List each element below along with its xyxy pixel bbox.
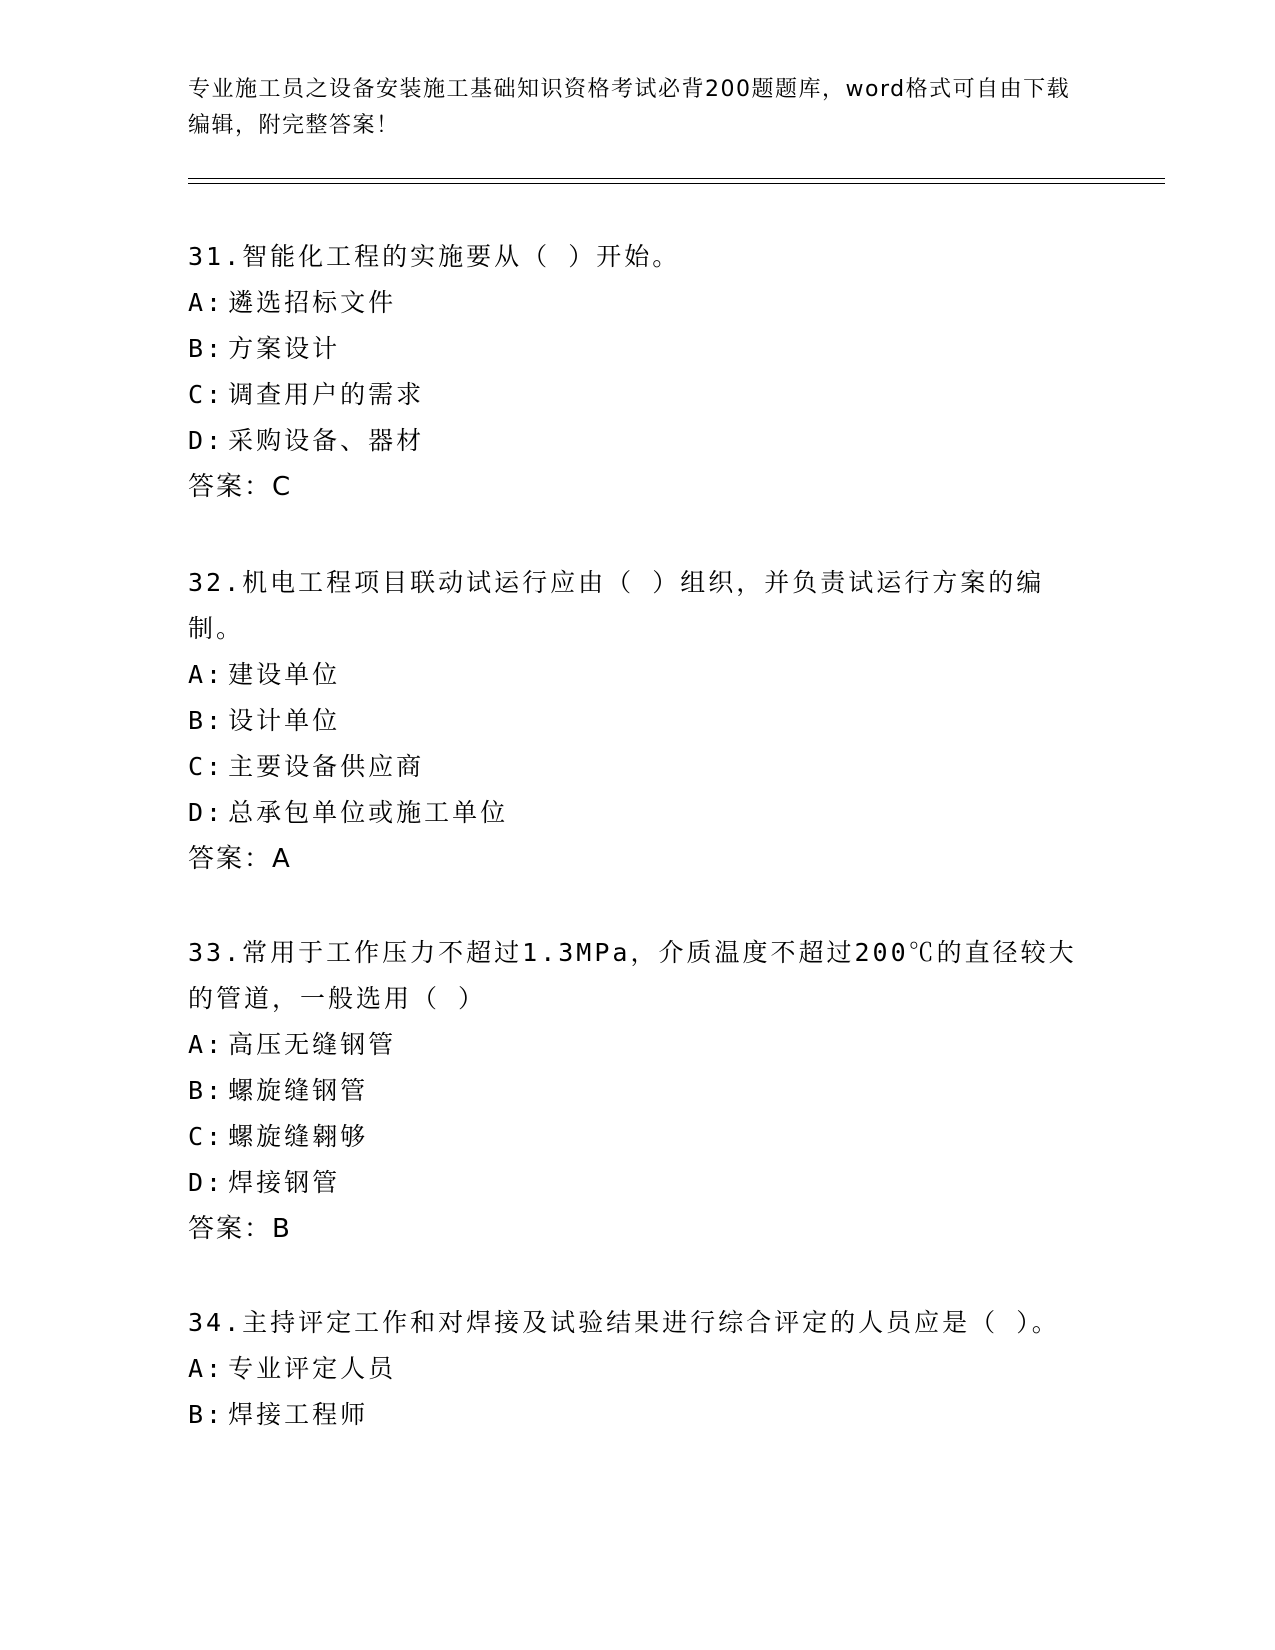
option-label: A:	[188, 1030, 225, 1059]
header-divider-top	[188, 178, 1165, 179]
option-text: 方案设计	[228, 334, 341, 363]
option-a	[188, 652, 1088, 698]
answer-line: 答案：A	[188, 844, 292, 874]
option-text: 高压无缝钢管	[228, 1030, 397, 1059]
option-c	[188, 744, 1088, 790]
question-block	[188, 1300, 1088, 1438]
document-title: 专业施工员之设备安装施工基础知识资格考试必背200题题库，word格式可自由下载编辑，附完整答案！	[188, 77, 1071, 138]
option-label: B:	[188, 706, 225, 735]
option-b	[188, 1068, 1088, 1114]
question-block	[188, 560, 1088, 882]
header-divider-bottom	[188, 183, 1165, 184]
question-block	[188, 930, 1088, 1252]
option-text: 螺旋缝翱够	[228, 1122, 369, 1151]
option-label: D:	[188, 426, 225, 455]
option-label: B:	[188, 1400, 225, 1429]
option-text: 焊接钢管	[228, 1168, 341, 1197]
option-label: A:	[188, 1354, 225, 1383]
question-stem: 31.智能化工程的实施要从（ ）开始。	[188, 242, 681, 271]
option-label: B:	[188, 334, 225, 363]
option-d	[188, 790, 1088, 836]
question-block	[188, 234, 1088, 510]
option-label: D:	[188, 1168, 225, 1197]
option-text: 主要设备供应商	[228, 752, 425, 781]
option-a	[188, 1022, 1088, 1068]
option-c	[188, 1114, 1088, 1160]
option-text: 总承包单位或施工单位	[228, 798, 509, 827]
answer-line: 答案：B	[188, 1214, 292, 1244]
option-label: C:	[188, 380, 225, 409]
option-d	[188, 1160, 1088, 1206]
option-b	[188, 326, 1088, 372]
option-text: 设计单位	[228, 706, 341, 735]
option-d	[188, 418, 1088, 464]
option-label: B:	[188, 1076, 225, 1105]
option-b	[188, 698, 1088, 744]
question-stem: 32.机电工程项目联动试运行应由（ ）组织，并负责试运行方案的编制。	[188, 568, 1045, 643]
option-text: 遴选招标文件	[228, 288, 397, 317]
option-label: C:	[188, 752, 225, 781]
option-text: 焊接工程师	[228, 1400, 369, 1429]
option-b	[188, 1392, 1088, 1438]
question-stem: 33.常用于工作压力不超过1.3MPa，介质温度不超过200℃的直径较大的管道，一般选用（ ）	[188, 938, 1077, 1013]
document-header	[188, 72, 1088, 144]
option-text: 调查用户的需求	[228, 380, 425, 409]
option-label: A:	[188, 660, 225, 689]
option-a	[188, 280, 1088, 326]
option-label: A:	[188, 288, 225, 317]
answer-line: 答案：C	[188, 472, 293, 502]
option-label: D:	[188, 798, 225, 827]
option-a	[188, 1346, 1088, 1392]
option-text: 螺旋缝钢管	[228, 1076, 369, 1105]
option-text: 建设单位	[228, 660, 341, 689]
option-text: 专业评定人员	[228, 1354, 397, 1383]
option-text: 采购设备、器材	[228, 426, 425, 455]
question-stem: 34.主持评定工作和对焊接及试验结果进行综合评定的人员应是（ ）。	[188, 1308, 1060, 1337]
option-c	[188, 372, 1088, 418]
option-label: C:	[188, 1122, 225, 1151]
